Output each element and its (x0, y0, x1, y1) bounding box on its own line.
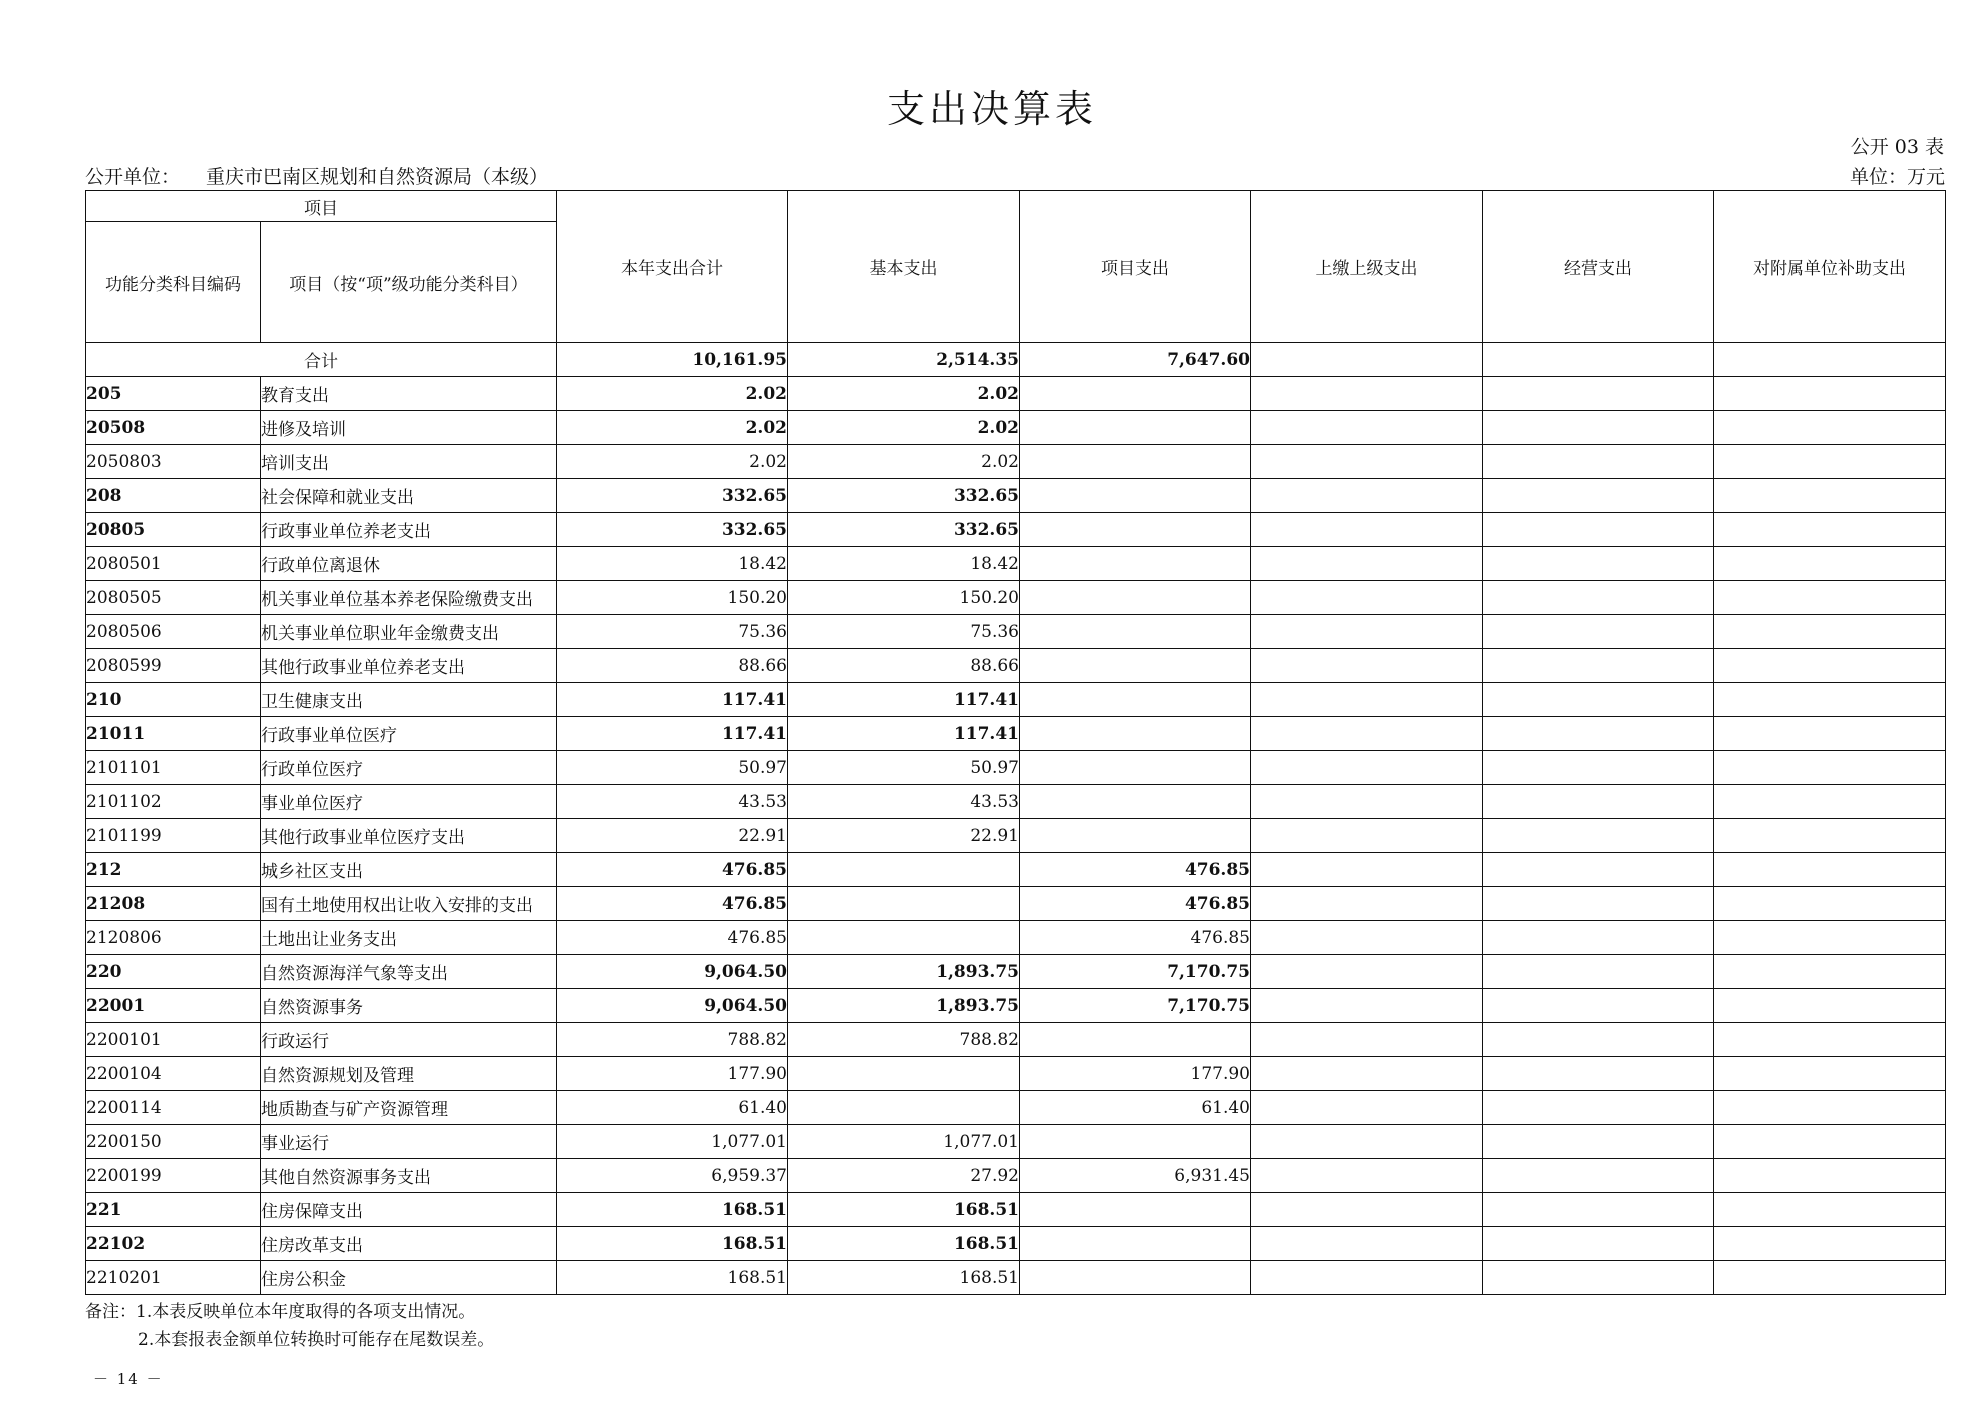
row-project (1020, 513, 1251, 547)
currency-unit: 单位：万元 (1849, 166, 1945, 188)
table-row (86, 411, 1946, 445)
row-project: 177.90 (1020, 1057, 1251, 1091)
row-project: 7,170.75 (1020, 955, 1251, 989)
row-upper (1251, 479, 1483, 513)
row-upper (1251, 683, 1483, 717)
row-code: 2200101 (86, 1023, 261, 1057)
row-upper (1251, 887, 1483, 921)
row-subsidy (1714, 377, 1946, 411)
row-subsidy (1714, 683, 1946, 717)
row-subsidy (1714, 1091, 1946, 1125)
row-project (1020, 1023, 1251, 1057)
row-basic (788, 921, 1020, 955)
table-row (86, 1125, 1946, 1159)
row-name: 住房保障支出 (261, 1193, 557, 1227)
header-code: 功能分类科目编码 (86, 222, 261, 343)
row-name: 国有土地使用权出让收入安排的支出 (261, 887, 557, 921)
table-row (86, 751, 1946, 785)
row-upper (1251, 1227, 1483, 1261)
row-project (1020, 717, 1251, 751)
header-name: 项目（按“项”级功能分类科目） (261, 222, 557, 343)
row-upper (1251, 1057, 1483, 1091)
note-1: 备注：1.本表反映单位本年度取得的各项支出情况。 (85, 1302, 476, 1322)
row-business (1483, 547, 1714, 581)
row-project (1020, 377, 1251, 411)
row-name: 行政单位离退休 (261, 547, 557, 581)
row-upper (1251, 1193, 1483, 1227)
row-business (1483, 411, 1714, 445)
row-basic: 2.02 (788, 411, 1020, 445)
total-cell: 7,647.60 (1020, 343, 1251, 377)
row-project: 61.40 (1020, 1091, 1251, 1125)
org-name: 重庆市巴南区规划和自然资源局（本级） (206, 166, 549, 188)
note-2: 2.本套报表金额单位转换时可能存在尾数误差。 (138, 1330, 495, 1350)
row-basic: 168.51 (788, 1193, 1020, 1227)
header-row-group (86, 191, 1946, 222)
row-name: 行政单位医疗 (261, 751, 557, 785)
table-row (86, 1261, 1946, 1295)
row-code: 2080599 (86, 649, 261, 683)
row-basic: 150.20 (788, 581, 1020, 615)
row-total: 2.02 (557, 411, 788, 445)
table-row (86, 581, 1946, 615)
row-total: 332.65 (557, 513, 788, 547)
total-row (86, 343, 1946, 377)
row-upper (1251, 649, 1483, 683)
row-upper (1251, 989, 1483, 1023)
row-total: 2.02 (557, 445, 788, 479)
row-name: 其他自然资源事务支出 (261, 1159, 557, 1193)
row-upper (1251, 751, 1483, 785)
row-code: 210 (86, 683, 261, 717)
row-basic: 50.97 (788, 751, 1020, 785)
total-cell: 2,514.35 (788, 343, 1020, 377)
row-basic: 88.66 (788, 649, 1020, 683)
row-code: 2080505 (86, 581, 261, 615)
row-project (1020, 581, 1251, 615)
row-total: 1,077.01 (557, 1125, 788, 1159)
row-project (1020, 751, 1251, 785)
row-project (1020, 1193, 1251, 1227)
row-business (1483, 649, 1714, 683)
table-row (86, 921, 1946, 955)
table-row (86, 1159, 1946, 1193)
row-total: 43.53 (557, 785, 788, 819)
row-project: 476.85 (1020, 887, 1251, 921)
row-project (1020, 683, 1251, 717)
header-total: 本年支出合计 (557, 191, 788, 343)
row-total: 168.51 (557, 1261, 788, 1295)
row-upper (1251, 1091, 1483, 1125)
row-name: 行政运行 (261, 1023, 557, 1057)
row-name: 机关事业单位基本养老保险缴费支出 (261, 581, 557, 615)
row-basic: 1,893.75 (788, 955, 1020, 989)
total-cell (1251, 343, 1483, 377)
row-name: 其他行政事业单位养老支出 (261, 649, 557, 683)
header-upper: 上缴上级支出 (1251, 191, 1483, 343)
row-total: 168.51 (557, 1193, 788, 1227)
row-project: 476.85 (1020, 853, 1251, 887)
row-name: 事业单位医疗 (261, 785, 557, 819)
row-name: 行政事业单位养老支出 (261, 513, 557, 547)
table-row (86, 1091, 1946, 1125)
row-code: 2120806 (86, 921, 261, 955)
row-project (1020, 819, 1251, 853)
row-code: 2101199 (86, 819, 261, 853)
row-upper (1251, 1125, 1483, 1159)
row-basic: 18.42 (788, 547, 1020, 581)
row-name: 住房公积金 (261, 1261, 557, 1295)
row-upper (1251, 1261, 1483, 1295)
row-upper (1251, 853, 1483, 887)
row-business (1483, 513, 1714, 547)
total-label: 合计 (86, 343, 557, 377)
row-project (1020, 785, 1251, 819)
row-business (1483, 1057, 1714, 1091)
row-total: 476.85 (557, 921, 788, 955)
row-basic (788, 1091, 1020, 1125)
row-upper (1251, 615, 1483, 649)
row-code: 22102 (86, 1227, 261, 1261)
table-row (86, 887, 1946, 921)
table-row (86, 513, 1946, 547)
row-upper (1251, 1023, 1483, 1057)
row-basic: 788.82 (788, 1023, 1020, 1057)
row-total: 476.85 (557, 853, 788, 887)
row-basic: 332.65 (788, 513, 1020, 547)
row-business (1483, 887, 1714, 921)
page-title: 支出决算表 (886, 87, 1097, 131)
row-code: 2210201 (86, 1261, 261, 1295)
row-business (1483, 921, 1714, 955)
row-subsidy (1714, 717, 1946, 751)
row-basic: 2.02 (788, 445, 1020, 479)
row-business (1483, 581, 1714, 615)
row-upper (1251, 1159, 1483, 1193)
row-name: 事业运行 (261, 1125, 557, 1159)
row-name: 城乡社区支出 (261, 853, 557, 887)
row-name: 其他行政事业单位医疗支出 (261, 819, 557, 853)
row-total: 2.02 (557, 377, 788, 411)
row-name: 教育支出 (261, 377, 557, 411)
row-business (1483, 1091, 1714, 1125)
total-cell (1714, 343, 1946, 377)
table-row (86, 615, 1946, 649)
row-total: 22.91 (557, 819, 788, 853)
notes (85, 1298, 494, 1354)
row-upper (1251, 513, 1483, 547)
row-subsidy (1714, 1159, 1946, 1193)
row-code: 20805 (86, 513, 261, 547)
row-project (1020, 411, 1251, 445)
row-project (1020, 1227, 1251, 1261)
row-code: 2050803 (86, 445, 261, 479)
row-code: 2200150 (86, 1125, 261, 1159)
row-subsidy (1714, 581, 1946, 615)
row-business (1483, 683, 1714, 717)
row-subsidy (1714, 411, 1946, 445)
row-basic: 117.41 (788, 717, 1020, 751)
row-subsidy (1714, 853, 1946, 887)
row-code: 2080506 (86, 615, 261, 649)
row-total: 18.42 (557, 547, 788, 581)
row-subsidy (1714, 751, 1946, 785)
row-business (1483, 751, 1714, 785)
row-subsidy (1714, 1125, 1946, 1159)
table-row (86, 445, 1946, 479)
row-business (1483, 1193, 1714, 1227)
row-project (1020, 1125, 1251, 1159)
table-row (86, 683, 1946, 717)
row-business (1483, 785, 1714, 819)
row-upper (1251, 819, 1483, 853)
unit-row (85, 162, 1945, 188)
header-project: 项目支出 (1020, 191, 1251, 343)
row-name: 自然资源事务 (261, 989, 557, 1023)
row-basic: 168.51 (788, 1261, 1020, 1295)
row-name: 培训支出 (261, 445, 557, 479)
row-basic: 75.36 (788, 615, 1020, 649)
row-project (1020, 1261, 1251, 1295)
table-row (86, 1227, 1946, 1261)
row-project: 6,931.45 (1020, 1159, 1251, 1193)
row-code: 2200199 (86, 1159, 261, 1193)
row-business (1483, 853, 1714, 887)
table-row (86, 785, 1946, 819)
row-upper (1251, 377, 1483, 411)
table-row (86, 717, 1946, 751)
page-number: － 14 － (93, 1370, 164, 1388)
expenditure-table (85, 190, 1946, 1295)
row-code: 2101101 (86, 751, 261, 785)
row-code: 220 (86, 955, 261, 989)
row-total: 6,959.37 (557, 1159, 788, 1193)
row-subsidy (1714, 1057, 1946, 1091)
row-code: 21011 (86, 717, 261, 751)
row-name: 自然资源规划及管理 (261, 1057, 557, 1091)
row-business (1483, 1023, 1714, 1057)
row-name: 自然资源海洋气象等支出 (261, 955, 557, 989)
row-upper (1251, 921, 1483, 955)
table-row (86, 819, 1946, 853)
table-row (86, 377, 1946, 411)
row-code: 208 (86, 479, 261, 513)
row-business (1483, 717, 1714, 751)
row-subsidy (1714, 513, 1946, 547)
header-basic: 基本支出 (788, 191, 1020, 343)
row-total: 168.51 (557, 1227, 788, 1261)
row-total: 177.90 (557, 1057, 788, 1091)
row-subsidy (1714, 989, 1946, 1023)
row-name: 卫生健康支出 (261, 683, 557, 717)
row-upper (1251, 581, 1483, 615)
row-business (1483, 1125, 1714, 1159)
row-project (1020, 479, 1251, 513)
row-basic: 1,893.75 (788, 989, 1020, 1023)
table-row (86, 955, 1946, 989)
table-row (86, 1193, 1946, 1227)
row-basic: 332.65 (788, 479, 1020, 513)
row-basic (788, 887, 1020, 921)
row-project (1020, 445, 1251, 479)
header-item-group: 项目 (86, 191, 557, 222)
row-business (1483, 1261, 1714, 1295)
row-subsidy (1714, 887, 1946, 921)
row-basic: 117.41 (788, 683, 1020, 717)
row-basic: 1,077.01 (788, 1125, 1020, 1159)
row-subsidy (1714, 547, 1946, 581)
row-code: 221 (86, 1193, 261, 1227)
total-cell (1483, 343, 1714, 377)
row-total: 9,064.50 (557, 989, 788, 1023)
table-row (86, 547, 1946, 581)
row-basic: 22.91 (788, 819, 1020, 853)
row-code: 205 (86, 377, 261, 411)
row-total: 9,064.50 (557, 955, 788, 989)
row-project: 476.85 (1020, 921, 1251, 955)
row-basic: 27.92 (788, 1159, 1020, 1193)
row-total: 75.36 (557, 615, 788, 649)
header-subsidy: 对附属单位补助支出 (1714, 191, 1946, 343)
row-basic (788, 853, 1020, 887)
row-business (1483, 479, 1714, 513)
table-row (86, 479, 1946, 513)
row-basic: 168.51 (788, 1227, 1020, 1261)
row-business (1483, 615, 1714, 649)
row-total: 50.97 (557, 751, 788, 785)
table-row (86, 853, 1946, 887)
publishing-unit (85, 162, 548, 189)
row-name: 住房改革支出 (261, 1227, 557, 1261)
row-business (1483, 377, 1714, 411)
row-name: 社会保障和就业支出 (261, 479, 557, 513)
row-upper (1251, 547, 1483, 581)
row-code: 22001 (86, 989, 261, 1023)
row-upper (1251, 411, 1483, 445)
row-business (1483, 989, 1714, 1023)
row-business (1483, 445, 1714, 479)
row-subsidy (1714, 921, 1946, 955)
row-code: 21208 (86, 887, 261, 921)
row-total: 88.66 (557, 649, 788, 683)
row-upper (1251, 445, 1483, 479)
header-business: 经营支出 (1483, 191, 1714, 343)
row-subsidy (1714, 785, 1946, 819)
row-subsidy (1714, 1261, 1946, 1295)
row-subsidy (1714, 615, 1946, 649)
table-row (86, 649, 1946, 683)
row-code: 2200104 (86, 1057, 261, 1091)
row-business (1483, 1227, 1714, 1261)
row-total: 117.41 (557, 683, 788, 717)
row-total: 332.65 (557, 479, 788, 513)
row-name: 行政事业单位医疗 (261, 717, 557, 751)
form-number: 公开 03 表 (1850, 136, 1944, 158)
unit-label: 公开单位： (85, 166, 181, 188)
row-upper (1251, 785, 1483, 819)
row-subsidy (1714, 479, 1946, 513)
row-total: 788.82 (557, 1023, 788, 1057)
row-project (1020, 649, 1251, 683)
row-code: 2080501 (86, 547, 261, 581)
row-total: 476.85 (557, 887, 788, 921)
row-basic: 2.02 (788, 377, 1020, 411)
row-code: 20508 (86, 411, 261, 445)
table-row (86, 1057, 1946, 1091)
row-project (1020, 547, 1251, 581)
row-subsidy (1714, 649, 1946, 683)
row-basic: 43.53 (788, 785, 1020, 819)
row-upper (1251, 717, 1483, 751)
row-basic (788, 1057, 1020, 1091)
row-subsidy (1714, 1193, 1946, 1227)
row-code: 2200114 (86, 1091, 261, 1125)
table-row (86, 989, 1946, 1023)
row-name: 机关事业单位职业年金缴费支出 (261, 615, 557, 649)
row-name: 地质勘查与矿产资源管理 (261, 1091, 557, 1125)
row-name: 土地出让业务支出 (261, 921, 557, 955)
row-project: 7,170.75 (1020, 989, 1251, 1023)
row-subsidy (1714, 955, 1946, 989)
row-business (1483, 819, 1714, 853)
row-project (1020, 615, 1251, 649)
row-business (1483, 1159, 1714, 1193)
row-code: 2101102 (86, 785, 261, 819)
row-subsidy (1714, 1023, 1946, 1057)
row-total: 117.41 (557, 717, 788, 751)
row-upper (1251, 955, 1483, 989)
total-cell: 10,161.95 (557, 343, 788, 377)
row-name: 进修及培训 (261, 411, 557, 445)
row-subsidy (1714, 1227, 1946, 1261)
row-total: 150.20 (557, 581, 788, 615)
table-row (86, 1023, 1946, 1057)
row-subsidy (1714, 445, 1946, 479)
row-code: 212 (86, 853, 261, 887)
row-subsidy (1714, 819, 1946, 853)
row-business (1483, 955, 1714, 989)
row-total: 61.40 (557, 1091, 788, 1125)
